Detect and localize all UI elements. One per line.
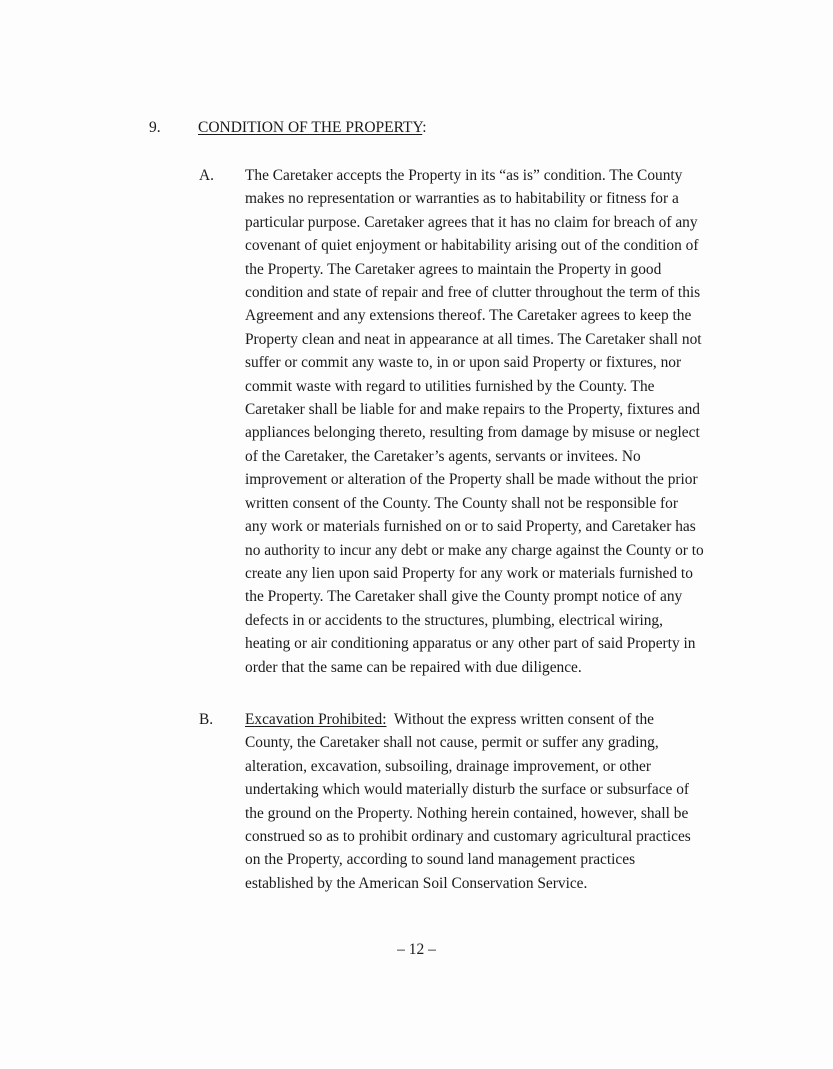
paragraph-line: of the Caretaker, the Caretaker’s agents, servants or invitees. No [245, 447, 641, 465]
paragraph-body [245, 708, 733, 895]
paragraph-line: makes no representation or warranties as to habitability or fitness for a [245, 190, 679, 208]
paragraph-line: Caretaker shall be liable for and make repairs to the Property, fixtures and [245, 401, 700, 419]
paragraph-line: the Property. The Caretaker shall give the County prompt notice of any [245, 588, 683, 606]
paragraph-line: alteration, excavation, subsoiling, drainage improvement, or other [245, 757, 652, 775]
paragraph-first-line-text: Without the express written consent of the [386, 711, 655, 728]
paragraph-line: condition and state of repair and free of clutter throughout the term of this [245, 284, 701, 302]
section-title-colon: : [422, 119, 427, 136]
paragraph-subheading: Excavation Prohibited: [245, 711, 387, 728]
paragraph-first-line [245, 708, 733, 731]
paragraph-letter: A. [199, 167, 214, 184]
paragraph-line: improvement or alteration of the Property shall be made without the prior [245, 471, 698, 489]
paragraph-line: County, the Caretaker shall not cause, permit or suffer any grading, [245, 734, 659, 752]
paragraph-line: construed so as to prohibit ordinary and customary agricultural practices [245, 828, 691, 846]
paragraph-line: established by the American Soil Conservation Service. [245, 874, 588, 892]
paragraph-line: Agreement and any extensions thereof. The Caretaker agrees to keep the [245, 307, 692, 325]
paragraph-line: undertaking which would materially disturb the surface or subsurface of [245, 781, 690, 799]
paragraph-line: appliances belonging thereto, resulting from damage by misuse or neglect [245, 424, 700, 442]
paragraph-line: covenant of quiet enjoyment or habitability arising out of the condition of [245, 237, 699, 255]
paragraph-b [199, 708, 739, 895]
paragraph-line: on the Property, according to sound land management practices [245, 851, 636, 869]
paragraph-line: The Caretaker accepts the Property in its “as is” condition. The County [245, 167, 683, 184]
paragraph-body [245, 164, 733, 679]
page-number: – 12 – [397, 941, 436, 958]
paragraph-line: heating or air conditioning apparatus or any other part of said Property in [245, 635, 696, 653]
paragraph-line: defects in or accidents to the structures, plumbing, electrical wiring, [245, 611, 663, 629]
paragraph-line: order that the same can be repaired with due diligence. [245, 658, 582, 676]
paragraph-a [199, 164, 739, 679]
paragraph-line: create any lien upon said Property for any work or materials furnished to [245, 564, 693, 582]
paragraph-line: Property clean and neat in appearance at all times. The Caretaker shall not [245, 330, 702, 348]
section-heading [149, 117, 427, 139]
paragraph-line: the Property. The Caretaker agrees to maintain the Property in good [245, 260, 662, 278]
paragraph-line: the ground on the Property. Nothing herein contained, however, shall be [245, 804, 689, 822]
paragraph-letter: B. [199, 711, 214, 728]
paragraph-line: any work or materials furnished on or to said Property, and Caretaker has [245, 518, 696, 536]
paragraph-line: suffer or commit any waste to, in or upon said Property or fixtures, nor [245, 354, 682, 372]
section-number: 9. [149, 119, 161, 136]
paragraph-line: commit waste with regard to utilities furnished by the County. The [245, 377, 655, 395]
section-title: CONDITION OF THE PROPERTY [198, 119, 423, 136]
paragraph-line: no authority to incur any debt or make any charge against the County or to [245, 541, 704, 559]
paragraph-line: written consent of the County. The County shall not be responsible for [245, 494, 679, 512]
paragraph-line: particular purpose. Caretaker agrees that it has no claim for breach of any [245, 213, 698, 231]
